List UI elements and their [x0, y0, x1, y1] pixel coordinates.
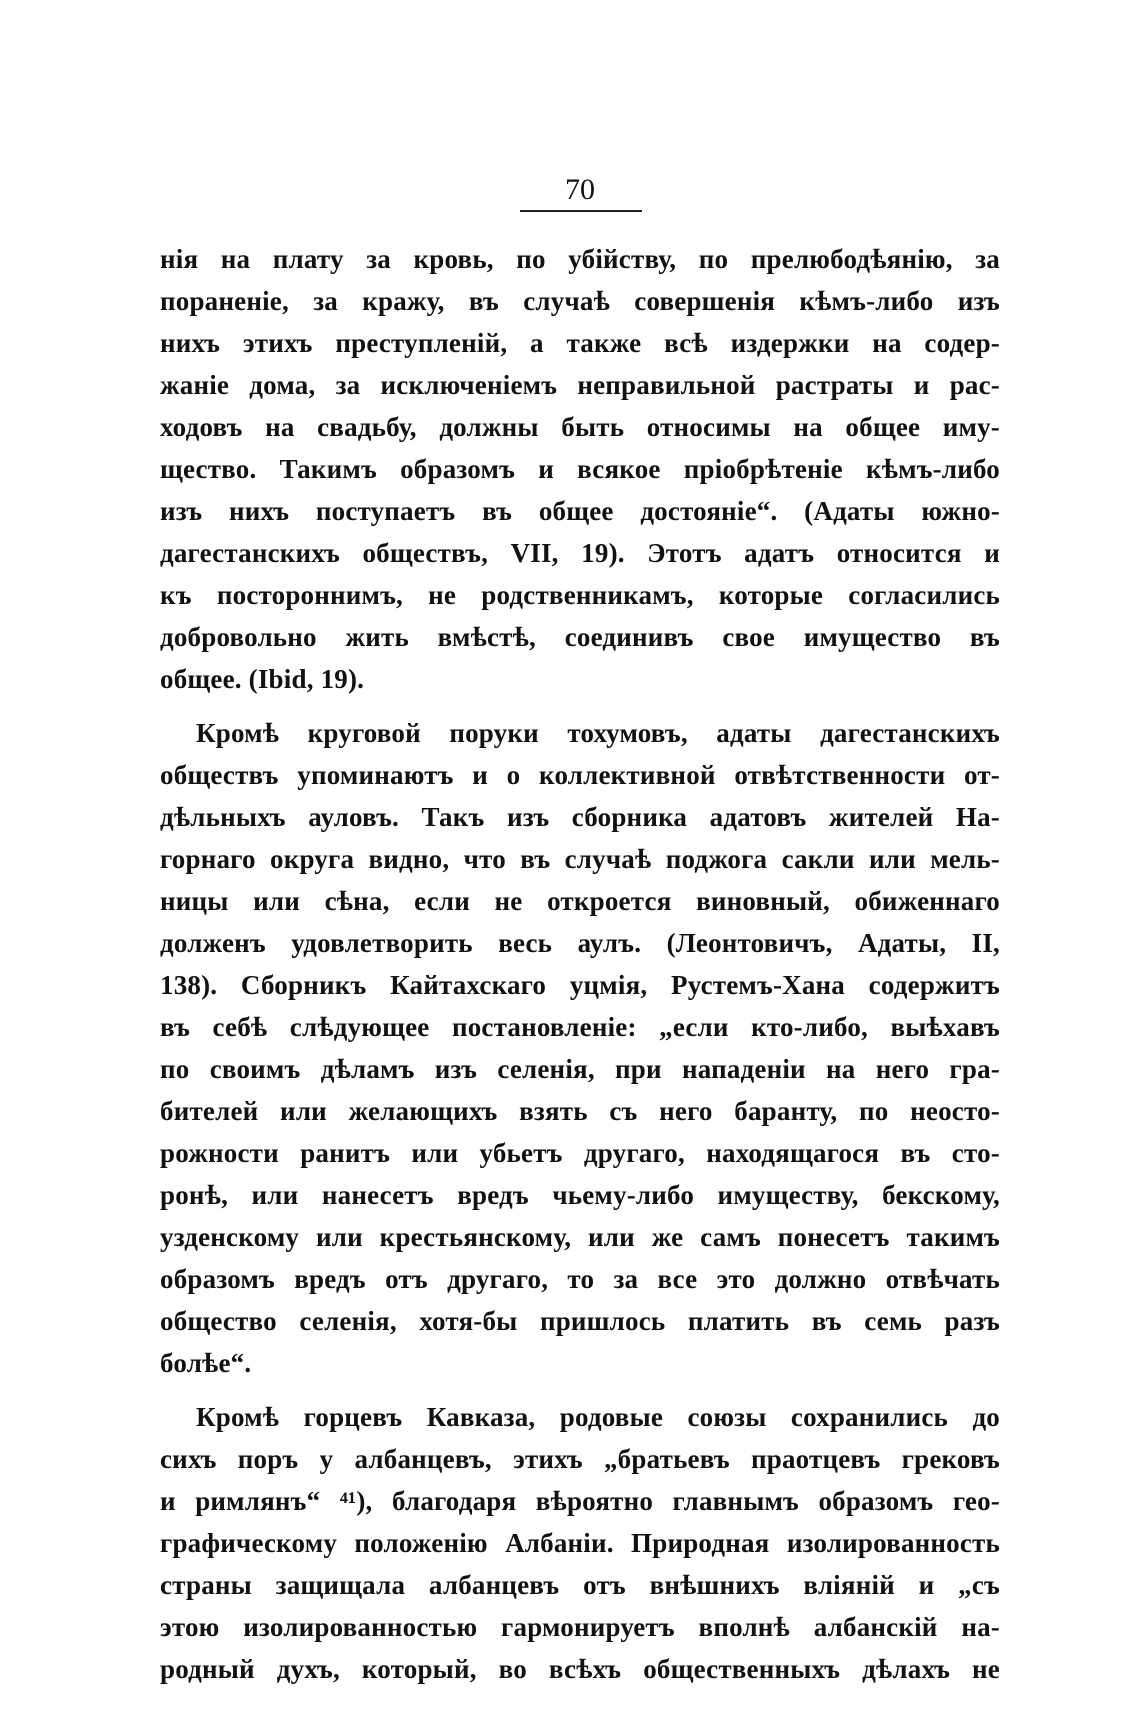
- text-line: щество. Такимъ образомъ и всякое пріобрѣтеніе кѣмъ-либо: [160, 454, 1000, 484]
- text-line: ницы или сѣна, если не откроется виновный, обиженнаго: [160, 886, 1000, 916]
- text-line: бителей или желающихъ взять съ него баранту, по неосто-: [160, 1096, 1000, 1126]
- header-rule: [520, 210, 642, 212]
- text-line: сихъ поръ у албанцевъ, этихъ „братьевъ праотцевъ грековъ: [160, 1444, 1000, 1474]
- text-line: 138). Сборникъ Кайтахскаго уцмія, Рустемъ-Хана содержитъ: [160, 970, 1000, 1000]
- text-line: общество селенія, хотя-бы пришлось платить въ семь разъ: [160, 1306, 1000, 1336]
- text-line: дагестанскихъ обществъ, VII, 19). Этотъ адатъ относится и: [160, 538, 1000, 568]
- text-line: къ постороннимъ, не родственникамъ, которые согласились: [160, 580, 1000, 610]
- text-line: дѣльныхъ ауловъ. Такъ изъ сборника адатовъ жителей На-: [160, 802, 1000, 832]
- text-line: узденскому или крестьянскому, или же самъ понесетъ такимъ: [160, 1222, 1000, 1252]
- text-line: пораненіе, за кражу, въ случаѣ совершенія кѣмъ-либо изъ: [160, 286, 1000, 316]
- text-line: общее. (Ibid, 19).: [160, 664, 365, 694]
- text-line: въ себѣ слѣдующее постановленіе: „если кто-либо, выѣхавъ: [160, 1012, 1000, 1042]
- text-line: нихъ этихъ преступленій, а также всѣ издержки на содер-: [160, 328, 1000, 358]
- text-line: ходовъ на свадьбу, должны быть относимы на общее иму-: [160, 412, 1000, 442]
- text-line: образомъ вредъ отъ другаго, то за все это должно отвѣчать: [160, 1264, 1000, 1294]
- text-line: Кромѣ круговой поруки тохумовъ, адаты дагестанскихъ: [196, 718, 1000, 748]
- paragraph-1: [160, 238, 1000, 700]
- text-line: добровольно жить вмѣстѣ, соединивъ свое имущество въ: [160, 622, 1000, 652]
- text-line: жаніе дома, за исключеніемъ неправильной растраты и рас-: [160, 370, 1000, 400]
- text-line: по своимъ дѣламъ изъ селенія, при нападеніи на него гра-: [160, 1054, 1000, 1084]
- text-line: болѣе“.: [160, 1348, 252, 1378]
- text-line: и римлянъ“ ⁴¹), благодаря вѣроятно главнымъ образомъ гео-: [160, 1486, 1000, 1516]
- text-line: горнаго округа видно, что въ случаѣ поджога сакли или мель-: [160, 844, 1000, 874]
- text-line: графическому положенію Албаніи. Природная изолированность: [160, 1528, 1000, 1558]
- text-line: нія на плату за кровь, по убійству, по прелюбодѣянію, за: [160, 244, 1000, 274]
- text-line: рожности ранитъ или убьетъ другаго, находящагося въ сто-: [160, 1138, 1000, 1168]
- text-line: изъ нихъ поступаетъ въ общее достояніе“. (Адаты южно-: [160, 496, 1000, 526]
- page-number: 70: [565, 173, 595, 206]
- text-line: страны защищала албанцевъ отъ внѣшнихъ вліяній и „съ: [160, 1570, 1000, 1600]
- text-line: долженъ удовлетворить весь аулъ. (Леонтовичъ, Адаты, II,: [160, 928, 1000, 958]
- text-line: ронѣ, или нанесетъ вредъ чьему-либо имуществу, бекскому,: [160, 1180, 1000, 1210]
- text-line: Кромѣ горцевъ Кавказа, родовые союзы сохранились до: [196, 1402, 1000, 1432]
- paragraph-gap: [160, 700, 1000, 712]
- text-line: этою изолированностью гармонируетъ вполнѣ албанскій на-: [160, 1612, 1000, 1642]
- body-text: [160, 238, 1000, 1690]
- paragraph-2: [160, 712, 1000, 1384]
- text-line: обществъ упоминаютъ и о коллективной отвѣтственности от-: [160, 760, 1000, 790]
- text-line: родный духъ, который, во всѣхъ общественныхъ дѣлахъ не: [160, 1654, 1000, 1684]
- paragraph-3: [160, 1396, 1000, 1690]
- paragraph-gap: [160, 1384, 1000, 1396]
